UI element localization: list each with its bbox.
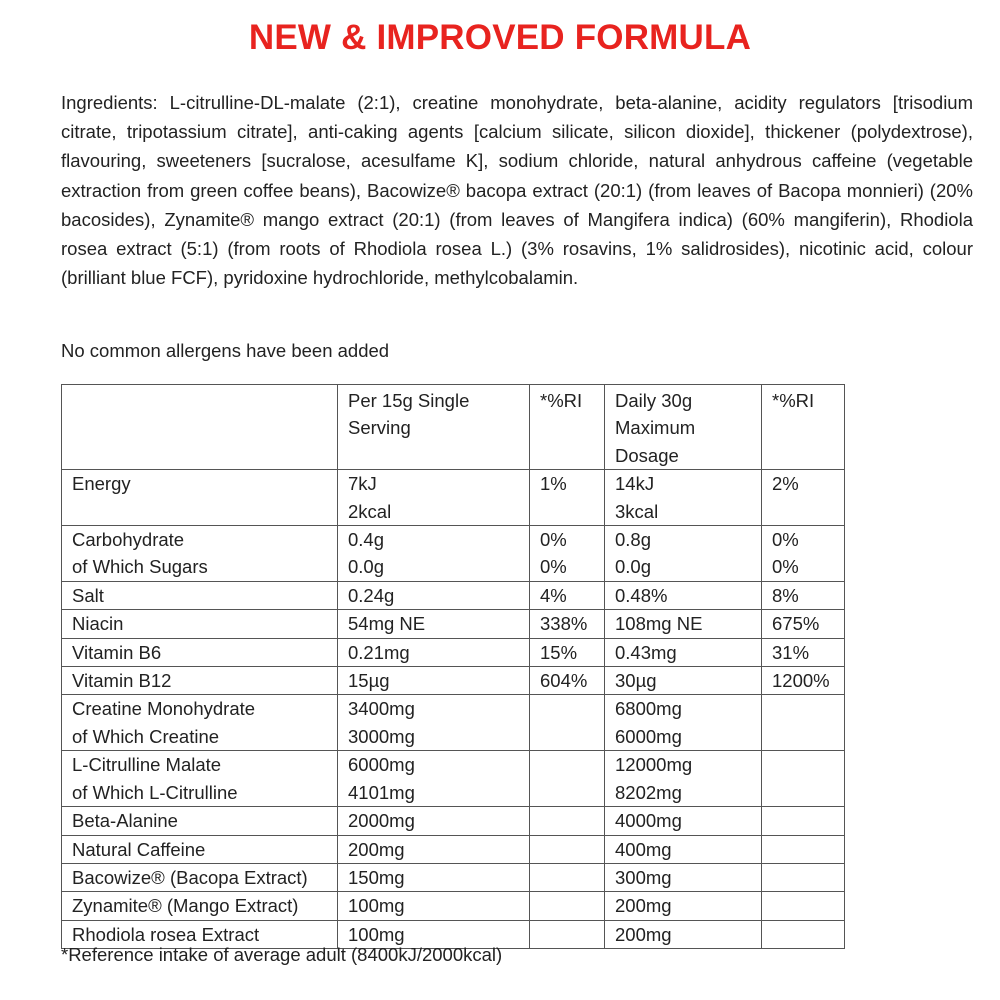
ri-daily-cell (762, 470, 845, 526)
cell-line: of Which Sugars (72, 556, 208, 578)
cell-line: 6800mg (615, 698, 682, 720)
ri-daily-cell (762, 667, 845, 695)
cell-line: 675% (772, 613, 820, 635)
cell-line: 3000mg (348, 725, 415, 747)
cell-line: 4101mg (348, 781, 415, 803)
ri-serving-cell (530, 751, 605, 807)
ingredients-text: Ingredients: L-citrulline-DL-malate (2:1), creatine monohydrate, beta-alanine, acidity regulators [trisodium citrate, tripotassium citrate], anti-caking agents [calcium silicate, silicon dioxide], thickener (polydextrose), flavouring, sweeteners [sucralose, acesulfame K], sodium chloride, natural anhydrous caffeine (vegetable extraction from green coffee beans), Bacowize® bacopa extract (20:1) (from leaves of Bacopa monnieri) (20% bacosides), Zynamite® mango extract (20:1) (from leaves of Mangifera indica) (60% mangiferin), Rhodiola rosea extract (5:1) (from roots of Rhodiola rosea L.) (3% rosavins, 1% salidrosides), nicotinic acid, colour (brilliant blue FCF), pyridoxine hydrochloride, methylcobalamin. (61, 92, 973, 289)
daily-dosage-cell (605, 835, 762, 863)
cell-line: 150mg (348, 866, 405, 888)
cell-line: 100mg (348, 895, 405, 917)
nutrient-name-cell (62, 610, 338, 638)
cell-line: 2% (772, 473, 799, 495)
ri-serving-cell (530, 470, 605, 526)
cell-line: Beta-Alanine (72, 810, 178, 832)
cell-line: 6000mg (348, 754, 415, 776)
table-row (62, 751, 845, 807)
cell-line: 7kJ (348, 473, 377, 495)
cell-line: 8% (772, 584, 799, 606)
ri-serving-cell (530, 892, 605, 920)
table-row (62, 667, 845, 695)
per-serving-cell (338, 835, 530, 863)
nutrient-name-cell (62, 695, 338, 751)
table-row (62, 863, 845, 891)
page-title: NEW & IMPROVED FORMULA (248, 18, 752, 57)
cell-line: 0.8g (615, 529, 652, 551)
daily-dosage-cell (605, 638, 762, 666)
ri-daily-cell (762, 638, 845, 666)
ri-serving-cell (530, 835, 605, 863)
per-serving-cell (338, 470, 530, 526)
table-row (62, 526, 845, 582)
nutrient-name-cell (62, 638, 338, 666)
nutrient-name-cell (62, 807, 338, 835)
cell-line: 2kcal (348, 500, 392, 522)
cell-line: Bacowize® (Bacopa Extract) (72, 866, 308, 888)
cell-line: 4000mg (615, 810, 682, 832)
cell-line: L-Citrulline Malate (72, 754, 222, 776)
table-row (62, 581, 845, 609)
ri-serving-cell (530, 638, 605, 666)
cell-line: Creatine Monohydrate (72, 698, 256, 720)
ri-daily-cell (762, 610, 845, 638)
daily-dosage-cell (605, 470, 762, 526)
cell-line: Energy (72, 473, 131, 495)
ri-daily-cell (762, 807, 845, 835)
daily-dosage-cell (605, 610, 762, 638)
cell-line: Rhodiola rosea Extract (72, 923, 260, 945)
nutrient-name-cell (62, 667, 338, 695)
per-serving-cell (338, 610, 530, 638)
cell-line: 0.4g (348, 529, 385, 551)
allergen-statement: No common allergens have been added (61, 340, 390, 361)
nutrient-name-cell (62, 835, 338, 863)
cell-line: 4% (540, 584, 567, 606)
cell-line: 0% (540, 556, 567, 578)
cell-line: Vitamin B12 (72, 670, 172, 692)
per-serving-cell (338, 807, 530, 835)
daily-dosage-cell (605, 526, 762, 582)
cell-line: 0.43mg (615, 641, 677, 663)
table-header-row (62, 385, 845, 470)
cell-line: 30µg (615, 670, 657, 692)
nutrient-name-cell (62, 751, 338, 807)
per-serving-cell (338, 892, 530, 920)
nutrient-name-cell (62, 526, 338, 582)
header-ri-daily: *%RI (762, 385, 845, 470)
cell-line: 100mg (348, 923, 405, 945)
cell-line: 0.24g (348, 584, 395, 606)
table-row (62, 610, 845, 638)
cell-line: 0% (540, 529, 567, 551)
per-serving-cell (338, 751, 530, 807)
daily-dosage-cell (605, 667, 762, 695)
header-blank (62, 385, 338, 470)
ri-serving-cell (530, 695, 605, 751)
ri-daily-cell (762, 581, 845, 609)
ri-serving-cell (530, 581, 605, 609)
cell-line: 0% (772, 529, 799, 551)
ri-daily-cell (762, 835, 845, 863)
ri-daily-cell (762, 526, 845, 582)
cell-line: 400mg (615, 838, 672, 860)
cell-line: 2000mg (348, 810, 415, 832)
nutrient-name-cell (62, 863, 338, 891)
header-per-serving: Per 15g Single Serving (338, 385, 530, 470)
cell-line: 0.48% (615, 584, 668, 606)
table-row (62, 695, 845, 751)
cell-line: 0.0g (348, 556, 385, 578)
ri-serving-cell (530, 863, 605, 891)
cell-line: 31% (772, 641, 810, 663)
ri-serving-cell (530, 807, 605, 835)
cell-line: 3kcal (615, 500, 659, 522)
cell-line: 8202mg (615, 781, 682, 803)
cell-line: 200mg (615, 923, 672, 945)
cell-line: 12000mg (615, 754, 693, 776)
cell-line: 200mg (615, 895, 672, 917)
cell-line: 15µg (348, 670, 390, 692)
ri-serving-cell (530, 526, 605, 582)
cell-line: Carbohydrate (72, 529, 185, 551)
ri-serving-cell (530, 667, 605, 695)
daily-dosage-cell (605, 751, 762, 807)
ri-serving-cell (530, 920, 605, 948)
cell-line: Natural Caffeine (72, 838, 206, 860)
cell-line: 0.21mg (348, 641, 410, 663)
cell-line: Vitamin B6 (72, 641, 162, 663)
table-row (62, 892, 845, 920)
nutrient-name-cell (62, 470, 338, 526)
daily-dosage-cell (605, 892, 762, 920)
daily-dosage-cell (605, 920, 762, 948)
table-row (62, 638, 845, 666)
per-serving-cell (338, 581, 530, 609)
cell-line: 14kJ (615, 473, 655, 495)
cell-line: 1200% (772, 670, 830, 692)
per-serving-cell (338, 638, 530, 666)
cell-line: 300mg (615, 866, 672, 888)
cell-line: 108mg NE (615, 613, 703, 635)
ri-daily-cell (762, 920, 845, 948)
ri-daily-cell (762, 751, 845, 807)
cell-line: 0% (772, 556, 799, 578)
cell-line: Niacin (72, 613, 124, 635)
cell-line: of Which L-Citrulline (72, 781, 238, 803)
ri-daily-cell (762, 695, 845, 751)
per-serving-cell (338, 695, 530, 751)
ri-daily-cell (762, 892, 845, 920)
cell-line: 0.0g (615, 556, 652, 578)
cell-line: 15% (540, 641, 578, 663)
per-serving-cell (338, 526, 530, 582)
cell-line: 200mg (348, 838, 405, 860)
cell-line: 1% (540, 473, 567, 495)
cell-line: Salt (72, 584, 104, 606)
daily-dosage-cell (605, 863, 762, 891)
daily-dosage-cell (605, 807, 762, 835)
reference-intake-footnote: *Reference intake of average adult (8400kJ/2000kcal) (61, 944, 503, 965)
header-daily-dosage: Daily 30g Maximum Dosage (605, 385, 762, 470)
cell-line: 3400mg (348, 698, 415, 720)
ri-serving-cell (530, 610, 605, 638)
nutrient-name-cell (62, 892, 338, 920)
cell-line: 604% (540, 670, 588, 692)
header-ri-serving: *%RI (530, 385, 605, 470)
daily-dosage-cell (605, 581, 762, 609)
per-serving-cell (338, 863, 530, 891)
cell-line: 6000mg (615, 725, 682, 747)
cell-line: of Which Creatine (72, 725, 220, 747)
table-row (62, 835, 845, 863)
nutrition-table (61, 384, 845, 949)
cell-line: Zynamite® (Mango Extract) (72, 895, 299, 917)
cell-line: 338% (540, 613, 588, 635)
per-serving-cell (338, 667, 530, 695)
daily-dosage-cell (605, 695, 762, 751)
ri-daily-cell (762, 863, 845, 891)
table-row (62, 470, 845, 526)
cell-line: 54mg NE (348, 613, 426, 635)
nutrient-name-cell (62, 581, 338, 609)
table-row (62, 807, 845, 835)
